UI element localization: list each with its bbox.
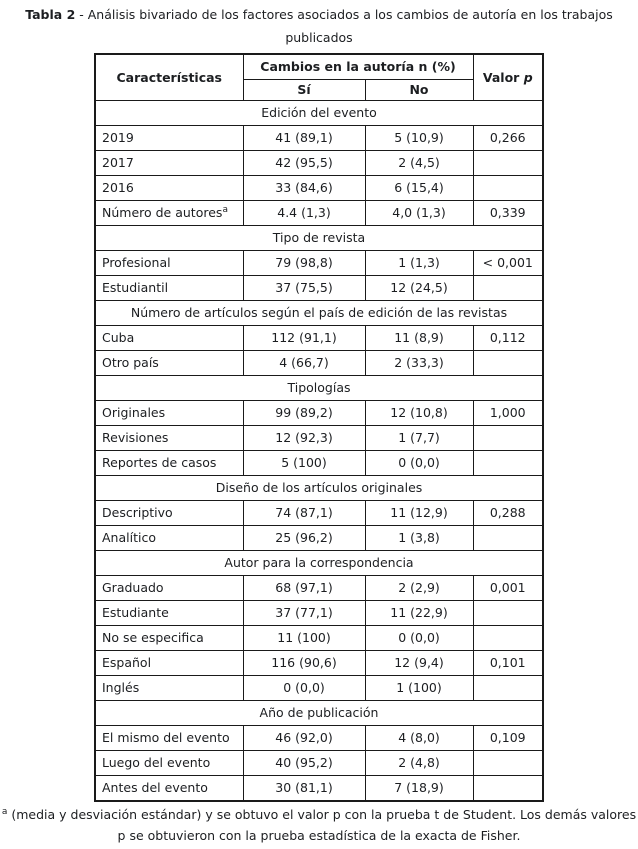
cell-no: 4,0 (1,3) [365,201,473,226]
table-row [95,176,543,201]
cell-si: 4.4 (1,3) [243,201,365,226]
cell-no: 6 (15,4) [365,176,473,201]
cell-valor-p: 1,000 [473,401,543,426]
table-row [95,351,543,376]
cell-valor-p [473,626,543,651]
col-header-si: Sí [243,80,365,101]
row-label: Luego del evento [95,751,243,776]
section-row [95,226,543,251]
section-row [95,101,543,126]
table-row [95,151,543,176]
table-row [95,776,543,802]
cell-no: 1 (3,8) [365,526,473,551]
section-title: Año de publicación [95,701,543,726]
row-label: Estudiantil [95,276,243,301]
cell-valor-p [473,676,543,701]
cell-valor-p: 0,288 [473,501,543,526]
cell-valor-p [473,151,543,176]
cell-valor-p: 0,339 [473,201,543,226]
cell-valor-p: 0,109 [473,726,543,751]
cell-si: 42 (95,5) [243,151,365,176]
table-title [0,0,638,53]
cell-si: 79 (98,8) [243,251,365,276]
cell-no: 1 (1,3) [365,251,473,276]
cell-valor-p [473,426,543,451]
cell-si: 112 (91,1) [243,326,365,351]
row-label: Graduado [95,576,243,601]
row-label: Profesional [95,251,243,276]
row-label: Inglés [95,676,243,701]
section-title: Tipologías [95,376,543,401]
table-row [95,401,543,426]
section-row [95,476,543,501]
table-row [95,426,543,451]
cell-valor-p [473,751,543,776]
table-title-label: Tabla 2 [25,7,76,22]
section-title: Diseño de los artículos originales [95,476,543,501]
row-label: Otro país [95,351,243,376]
cell-valor-p [473,176,543,201]
table-body [95,101,543,802]
section-title: Número de artículos según el país de edición de las revistas [95,301,543,326]
table-row [95,726,543,751]
cell-no: 12 (24,5) [365,276,473,301]
section-row [95,701,543,726]
header-row-1 [95,54,543,80]
table-footnote [0,802,638,846]
cell-no: 2 (2,9) [365,576,473,601]
cell-si: 37 (77,1) [243,601,365,626]
cell-valor-p [473,776,543,802]
row-label: 2017 [95,151,243,176]
col-header-caracteristicas: Características [95,54,243,101]
cell-valor-p: 0,266 [473,126,543,151]
row-label: Originales [95,401,243,426]
cell-valor-p: < 0,001 [473,251,543,276]
row-label: 2016 [95,176,243,201]
cell-si: 40 (95,2) [243,751,365,776]
cell-no: 12 (9,4) [365,651,473,676]
row-label: Estudiante [95,601,243,626]
cell-no: 11 (8,9) [365,326,473,351]
cell-si: 25 (96,2) [243,526,365,551]
cell-no: 2 (4,8) [365,751,473,776]
cell-valor-p: 0,001 [473,576,543,601]
cell-si: 12 (92,3) [243,426,365,451]
table-row [95,326,543,351]
row-label: Número de autores$^a$ [95,201,243,226]
footnote-text: (media y desviación estándar) y se obtuvo el valor p con la prueba t de Student. Los demás valores p se obtuvieron con la prueba estadística de la exacta de Fisher. [7,807,637,843]
footnote-sup: a [1,806,8,817]
table-row [95,126,543,151]
cell-si: 37 (75,5) [243,276,365,301]
cell-valor-p [473,351,543,376]
cell-no: 0 (0,0) [365,451,473,476]
cell-no: 2 (33,3) [365,351,473,376]
cell-no: 11 (22,9) [365,601,473,626]
cell-no: 0 (0,0) [365,626,473,651]
cell-si: 46 (92,0) [243,726,365,751]
row-label: No se especifica [95,626,243,651]
section-title: Edición del evento [95,101,543,126]
table-header [95,54,543,101]
col-header-valor-p [473,54,543,101]
cell-valor-p [473,276,543,301]
cell-si: 30 (81,1) [243,776,365,802]
row-label: Reportes de casos [95,451,243,476]
row-label: Analítico [95,526,243,551]
cell-no: 4 (8,0) [365,726,473,751]
valor-label: Valor [482,69,524,85]
table-row [95,276,543,301]
cell-valor-p [473,601,543,626]
cell-si: 4 (66,7) [243,351,365,376]
section-row [95,551,543,576]
cell-si: 41 (89,1) [243,126,365,151]
p-symbol: p [523,69,533,85]
cell-si: 99 (89,2) [243,401,365,426]
table-row [95,576,543,601]
section-row [95,376,543,401]
cell-si: 116 (90,6) [243,651,365,676]
cell-no: 7 (18,9) [365,776,473,802]
table-row [95,751,543,776]
cell-valor-p [473,526,543,551]
table-row [95,626,543,651]
cell-no: 5 (10,9) [365,126,473,151]
table-row [95,251,543,276]
row-label: Descriptivo [95,501,243,526]
section-title: Autor para la correspondencia [95,551,543,576]
table-row [95,601,543,626]
table-row [95,526,543,551]
section-title: Tipo de revista [95,226,543,251]
row-label-sup: a [222,204,228,215]
cell-si: 68 (97,1) [243,576,365,601]
section-row [95,301,543,326]
row-label: Cuba [95,326,243,351]
row-label: Revisiones [95,426,243,451]
cell-si: 33 (84,6) [243,176,365,201]
row-label: Antes del evento [95,776,243,802]
cell-valor-p [473,451,543,476]
table-row [95,201,543,226]
table-row [95,651,543,676]
row-label: 2019 [95,126,243,151]
cell-si: 0 (0,0) [243,676,365,701]
table-title-text: - Análisis bivariado de los factores asociados a los cambios de autoría en los trabajos publicados [75,7,613,45]
bivariate-analysis-table [94,53,544,802]
table-row [95,451,543,476]
cell-valor-p: 0,112 [473,326,543,351]
cell-si: 74 (87,1) [243,501,365,526]
cell-valor-p: 0,101 [473,651,543,676]
col-header-cambios-autoria: Cambios en la autoría n (%) [243,54,473,80]
cell-si: 11 (100) [243,626,365,651]
cell-no: 1 (100) [365,676,473,701]
table-row [95,676,543,701]
cell-no: 12 (10,8) [365,401,473,426]
table-row [95,501,543,526]
cell-no: 11 (12,9) [365,501,473,526]
cell-no: 2 (4,5) [365,151,473,176]
row-label: Español [95,651,243,676]
col-header-no: No [365,80,473,101]
cell-si: 5 (100) [243,451,365,476]
cell-no: 1 (7,7) [365,426,473,451]
row-label: El mismo del evento [95,726,243,751]
